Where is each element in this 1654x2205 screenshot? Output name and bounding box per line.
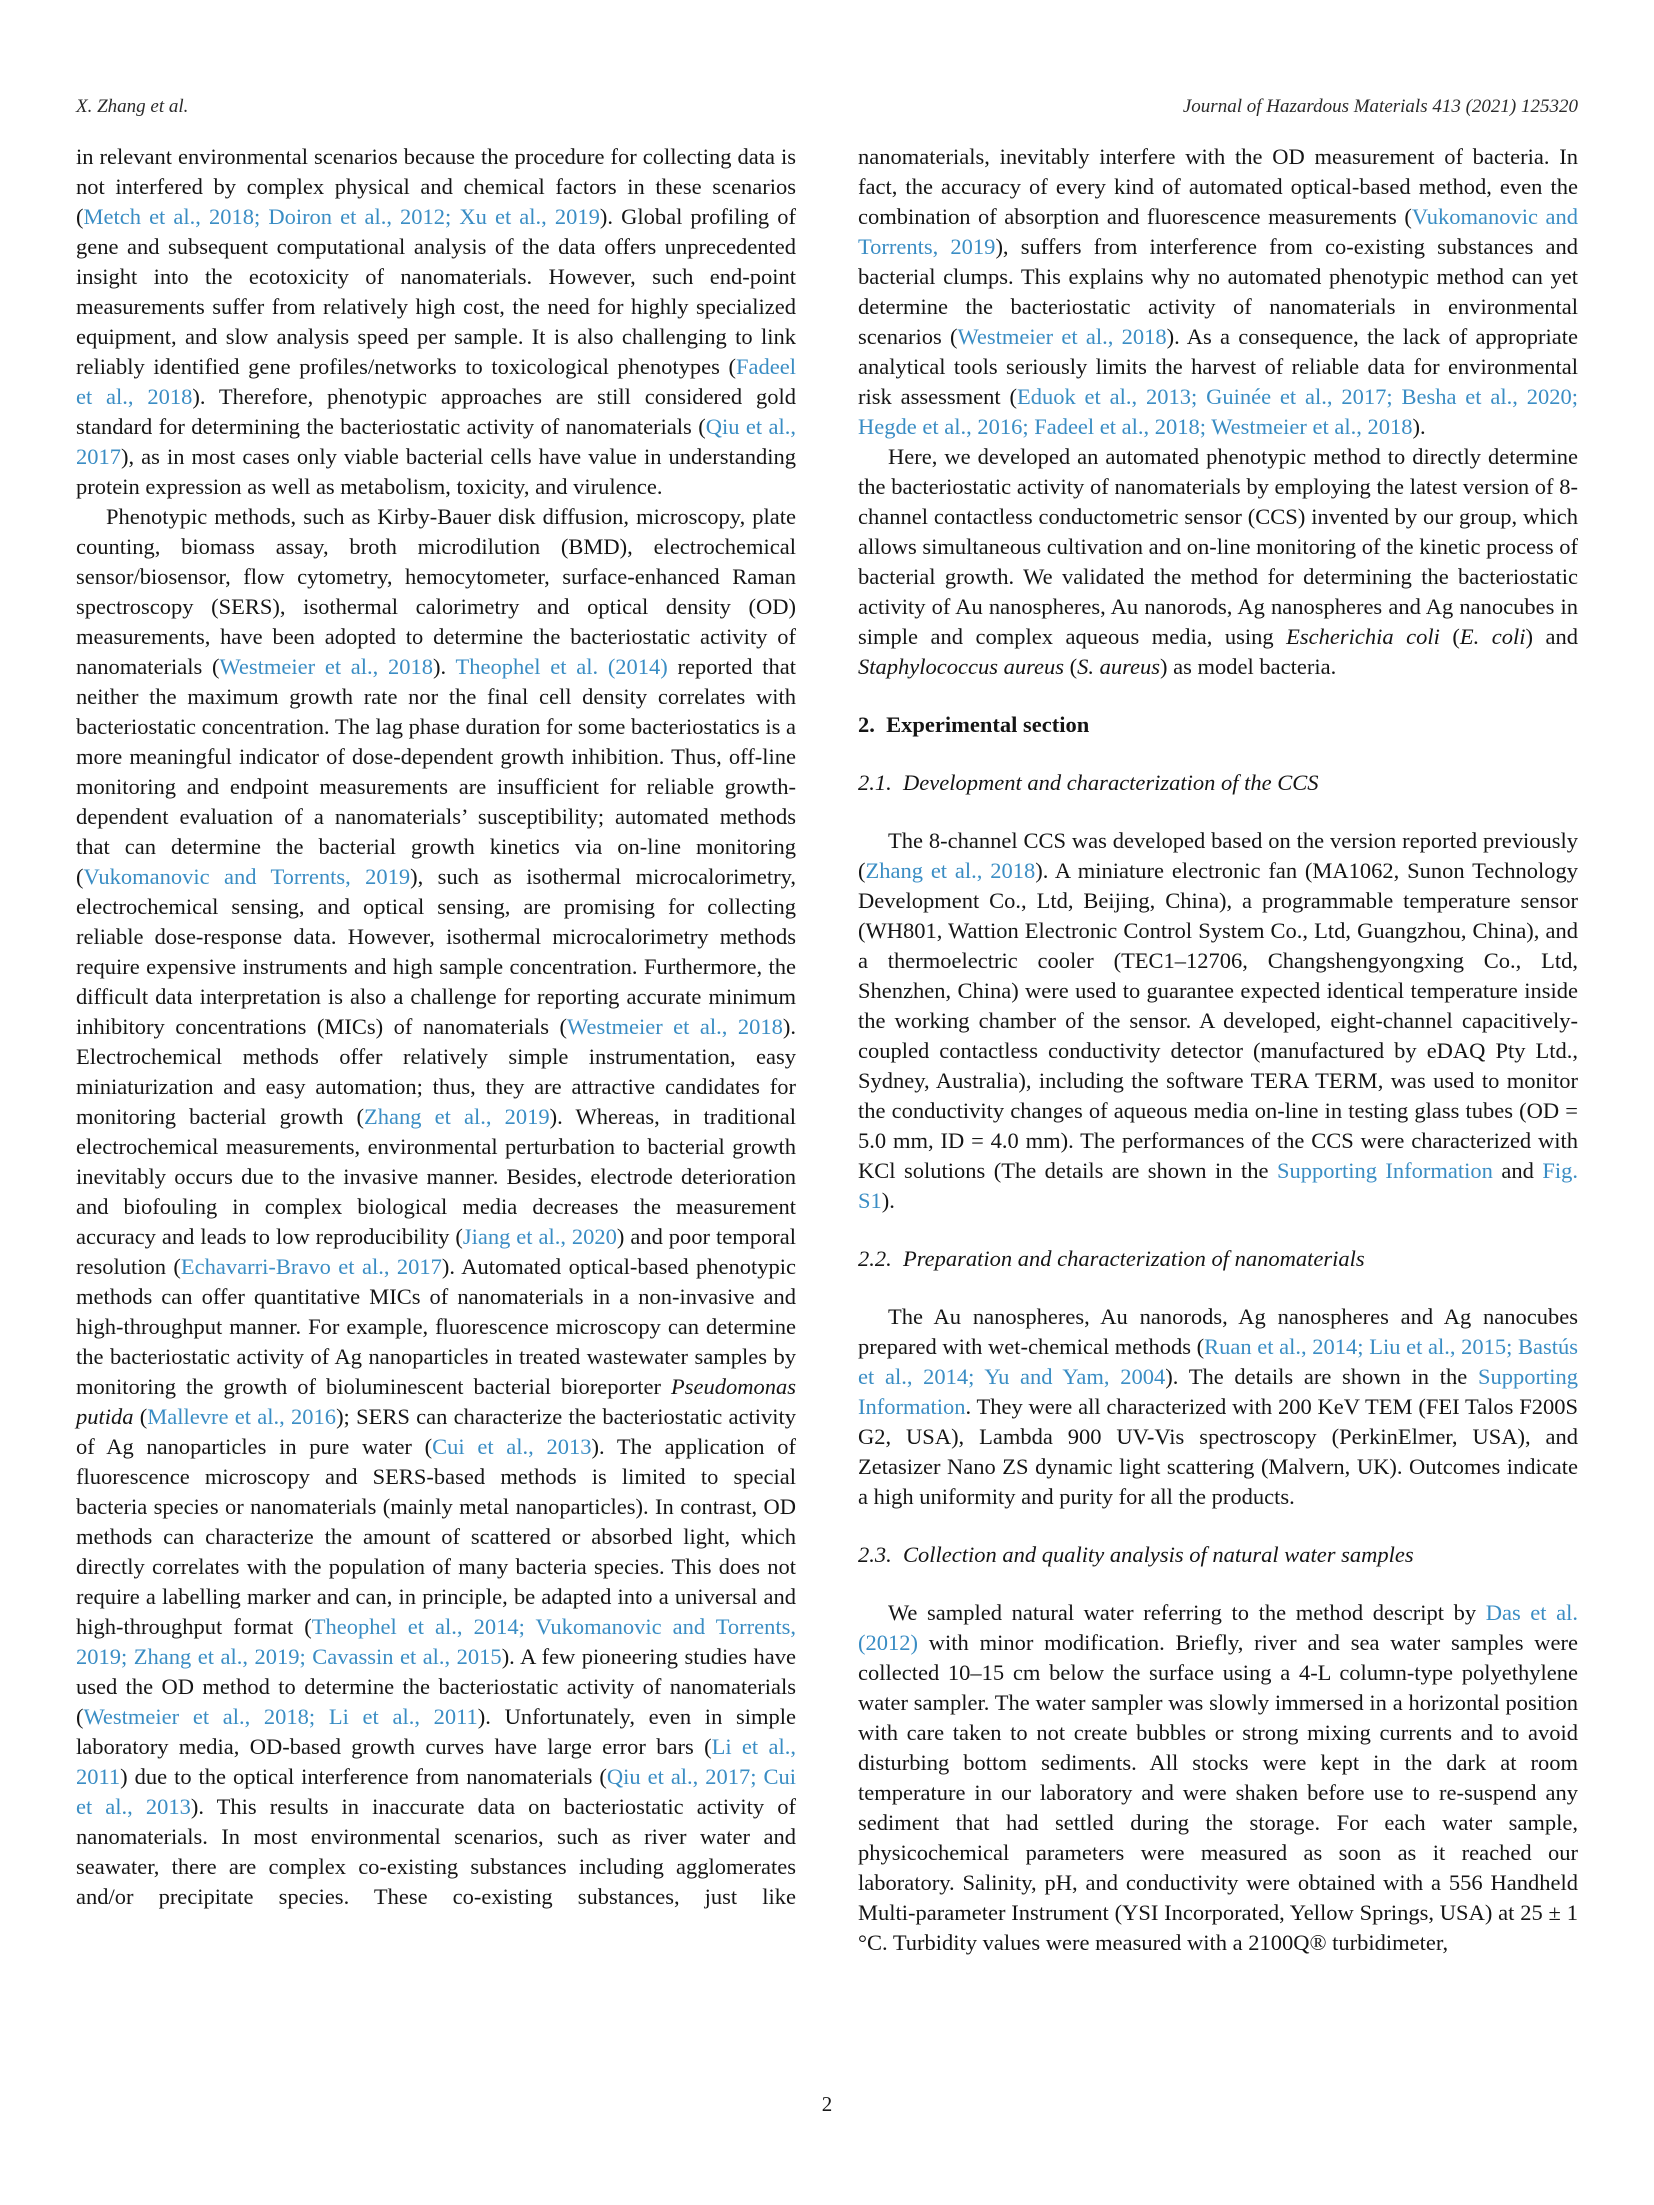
citation-link[interactable]: Zhang et al., 2019 [364, 1104, 550, 1129]
text-run: ), such as isothermal microcalorimetry, electrochemical sensing, and optical sensing, are promising for collecting reliable dose-response data. However, isothermal microcalorimetry methods require expensive instruments and high sample concentration. Furthermore, the difficult data interpretation is also a challenge for reporting accurate minimum inhibitory concentrations (MICs) of nanomaterials ( [76, 864, 796, 1039]
italic-term: E. coli [1459, 624, 1526, 649]
text-run: nanomaterials, inevitably interfere with the OD measurement of bacteria. In fact, the accuracy of every kind of automated optical-based method, even the combination of absorption and fluorescence measurements ( [858, 144, 1578, 229]
text-run: ). Electrochemical methods offer relatively simple instrumentation, easy miniaturization and easy automation; thus, they are attractive candidates for monitoring bacterial growth ( [76, 1014, 796, 1129]
citation-link[interactable]: Eduok et al., 2013; Guinée et al., 2017; Besha et al., 2020; Hegde et al., 2016; Fadeel et al., 2018; Westmeier et al., 2018 [858, 384, 1579, 439]
text-run: ). A few pioneering studies have used the OD method to determine the bacteriostatic activity of nanomaterials ( [76, 1644, 796, 1729]
text-run: We sampled natural water referring to the method descript by [888, 1600, 1486, 1625]
text-run: ). [1412, 414, 1426, 439]
citation-link[interactable]: Theophel et al. (2014) [455, 654, 668, 679]
text-run: ). Global profiling of gene and subsequent computational analysis of the data offers unprecedented insight into the ecotoxicity of nanomaterials. However, such end-point measurements suffer from relatively high cost, the need for highly specialized equipment, and slow analysis speed per sample. It is also challenging to link reliably identified gene profiles/networks to toxicological phenotypes ( [76, 204, 796, 379]
subsection-heading: 2.1. Development and characterization of the CCS [858, 770, 1319, 795]
citation-link[interactable]: Cui et al., 2013 [432, 1434, 592, 1459]
body-paragraph [858, 1598, 1578, 1958]
text-run: ( [1064, 654, 1078, 679]
text-run: ). [881, 1188, 895, 1213]
running-head-authors: X. Zhang et al. [76, 96, 189, 117]
body-paragraph [858, 442, 1578, 682]
text-run: ) and [1525, 624, 1579, 649]
text-run: The 8-channel CCS was developed based on the version reported previously ( [858, 828, 1578, 883]
right-column [858, 142, 1578, 1958]
body-paragraph [858, 1302, 1578, 1512]
text-run: ). The details are shown in the [1165, 1364, 1478, 1389]
citation-link[interactable]: Zhang et al., 2018 [865, 858, 1036, 883]
citation-link[interactable]: Mallevre et al., 2016 [147, 1404, 337, 1429]
text-run: . They were all characterized with 200 KeV TEM (FEI Talos F200S G2, USA), Lambda 900 UV-Vis spectroscopy (PerkinElmer, USA), and Zetasizer Nano ZS dynamic light scattering (Malvern, UK). Outcomes indicate a high uniformity and purity for all the products. [858, 1394, 1578, 1509]
page-number: 2 [821, 2092, 833, 2116]
citation-link[interactable]: Qiu et al., 2017 [76, 414, 796, 469]
running-head [76, 96, 1578, 118]
text-run: in relevant environmental scenarios because the procedure for collecting data is not interfered by complex physical and chemical factors in these scenarios ( [76, 144, 796, 229]
text-run: ( [133, 1404, 148, 1429]
italic-term: Escherichia coli [1286, 624, 1440, 649]
text-run: ). The application of fluorescence microscopy and SERS-based methods is limited to special bacteria species or nanomaterials (mainly metal nanoparticles). In contrast, OD methods can characterize the amount of scattered or absorbed light, which directly correlates with the population of many bacteria species. This does not require a labelling marker and can, in principle, be adapted into a universal and high-throughput format ( [76, 1434, 797, 1639]
citation-link[interactable]: Li et al., 2011 [76, 1734, 796, 1789]
two-column-body [76, 142, 1578, 1958]
text-run: ( [1439, 624, 1460, 649]
text-run: Phenotypic methods, such as Kirby-Bauer disk diffusion, microscopy, plate counting, biomass assay, broth microdilution (BMD), electrochemical sensor/biosensor, flow cytometry, hemocytometer, surface-enhanced Raman spectroscopy (SERS), isothermal calorimetry and optical density (OD) measurements, have been adopted to determine the bacteriostatic activity of nanomaterials ( [76, 504, 796, 679]
text-run: ), suffers from interference from co-existing substances and bacterial clumps. This explains why no automated phenotypic method can yet determine the bacteriostatic activity of nanomaterials in environmental scenarios ( [858, 234, 1578, 349]
body-paragraph [76, 502, 796, 1912]
citation-link[interactable]: Westmeier et al., 2018 [219, 654, 434, 679]
text-run: ). Automated optical-based phenotypic methods can offer quantitative MICs of nanomaterials in a non-invasive and high-throughput manner. For example, fluorescence microscopy can determine the bacteriostatic activity of Ag nanoparticles in treated wastewater samples by monitoring the growth of bioluminescent bacterial bioreporter [76, 1254, 796, 1399]
text-run: ). A miniature electronic fan (MA1062, Sunon Technology Development Co., Ltd, Beijing, China), a programmable temperature sensor (WH801, Wattion Electronic Control System Co., Ltd, Guangzhou, China), and a thermoelectric cooler (TEC1–12706, Changshengyongxing Co., Ltd, Shenzhen, China) were used to guarantee expected identical temperature inside the working chamber of the sensor. A developed, eight-channel capacitively-coupled contactless conductivity detector (manufactured by eDAQ Pty Ltd., Sydney, Australia), including the software TERA TERM, was used to monitor the conductivity changes of aqueous media on-line in testing glass tubes (OD = 5.0 mm, ID = 4.0 mm). The performances of the CCS were characterized with KCl solutions (The details are shown in the [858, 858, 1578, 1183]
text-run: ). Whereas, in traditional electrochemical measurements, environmental perturbation to bacterial growth inevitably occurs due to the invasive manner. Besides, electrode deterioration and biofouling in complex biological media decreases the measurement accuracy and leads to low reproducibility ( [76, 1104, 796, 1249]
text-run: ). As a consequence, the lack of appropriate analytical tools seriously limits the harvest of reliable data for environmental risk assessment ( [858, 324, 1578, 409]
citation-link[interactable]: Metch et al., 2018; Doiron et al., 2012; Xu et al., 2019 [83, 204, 600, 229]
citation-link[interactable]: Vukomanovic and Torrents, 2019 [858, 204, 1578, 259]
text-run: reported that neither the maximum growth rate nor the final cell density correlates with bacteriostatic concentration. The lag phase duration for some bacteriostatics is a more meaningful indicator of dose-dependent growth inhibition. Thus, off-line monitoring and endpoint measurements are insufficient for reliable growth-dependent evaluation of a nanomaterials’ susceptibility; automated methods that can determine the bacterial growth kinetics via on-line monitoring ( [76, 654, 796, 889]
body-paragraph [858, 826, 1578, 1216]
citation-link[interactable]: Ruan et al., 2014; Liu et al., 2015; Bastús et al., 2014; Yu and Yam, 2004 [858, 1334, 1578, 1389]
citation-link[interactable]: Echavarri-Bravo et al., 2017 [180, 1254, 442, 1279]
italic-term: Staphylococcus aureus [858, 654, 1064, 679]
citation-link[interactable]: Supporting Information [1276, 1158, 1493, 1183]
citation-link[interactable]: Qiu et al., 2017; Cui et al., 2013 [76, 1764, 796, 1819]
text-run: ), as in most cases only viable bacterial cells have value in understanding protein expression as well as metabolism, toxicity, and virulence. [76, 444, 796, 499]
citation-link[interactable]: Westmeier et al., 2018 [567, 1014, 783, 1039]
italic-term: Pseudomonas putida [76, 1374, 796, 1429]
section-heading: 2. Experimental section [858, 712, 1090, 737]
citation-link[interactable]: Theophel et al., 2014; Vukomanovic and Torrents, 2019; Zhang et al., 2019; Cavassin et al., 2015 [76, 1614, 796, 1669]
left-column [76, 142, 796, 1958]
text-run: ); SERS can characterize the bacteriostatic activity of Ag nanoparticles in pure water ( [76, 1404, 797, 1459]
body-paragraph [858, 142, 1578, 442]
citation-link[interactable]: Fadeel et al., 2018 [76, 354, 796, 409]
text-run: Here, we developed an automated phenotypic method to directly determine the bacteriostatic activity of nanomaterials by employing the latest version of 8-channel contactless conductometric sensor (CCS) invented by our group, which allows simultaneous cultivation and on-line monitoring of the kinetic process of bacterial growth. We validated the method for determining the bacteriostatic activity of Au nanospheres, Au nanorods, Ag nanospheres and Ag nanocubes in simple and complex aqueous media, using [858, 444, 1578, 649]
citation-link[interactable]: Jiang et al., 2020 [462, 1224, 617, 1249]
citation-link[interactable]: Westmeier et al., 2018 [957, 324, 1167, 349]
body-paragraph [76, 142, 796, 502]
text-run: with minor modification. Briefly, river and sea water samples were collected 10–15 cm below the surface using a 4-L column-type polyethylene water sampler. The water sampler was slowly immersed in a horizontal position with care taken to not create bubbles or strong mixing currents and to avoid disturbing bottom sediments. All stocks were kept in the dark at room temperature in our laboratory and were shaken before use to re-suspend any sediment that had settled during the storage. For each water sample, physicochemical parameters were measured as soon as it reached our laboratory. Salinity, pH, and conductivity were obtained with a 556 Handheld Multi-parameter Instrument (YSI Incorporated, Yellow Springs, USA) at 25 ± 1 °C. Turbidity values were measured with a 2100Q® turbidimeter, [858, 1630, 1578, 1955]
citation-link[interactable]: Vukomanovic and Torrents, 2019 [83, 864, 411, 889]
subsection-heading: 2.3. Collection and quality analysis of natural water samples [858, 1542, 1414, 1567]
citation-link[interactable]: Westmeier et al., 2018; Li et al., 2011 [83, 1704, 478, 1729]
text-run: ). [433, 654, 456, 679]
text-run: ) due to the optical interference from nanomaterials ( [120, 1764, 607, 1789]
subsection-heading: 2.2. Preparation and characterization of nanomaterials [858, 1246, 1365, 1271]
text-run: ). Unfortunately, even in simple laboratory media, OD-based growth curves have large error bars ( [76, 1704, 796, 1759]
running-head-journal: Journal of Hazardous Materials 413 (2021) 125320 [1182, 96, 1578, 117]
citation-link[interactable]: Fig. S1 [858, 1158, 1578, 1213]
citation-link[interactable]: Supporting Information [858, 1364, 1578, 1419]
text-run: ). Therefore, phenotypic approaches are still considered gold standard for determining the bacteriostatic activity of nanomaterials ( [76, 384, 796, 439]
text-run: ) as model bacteria. [1160, 654, 1337, 679]
text-run: and [1492, 1158, 1543, 1183]
text-run: ). This results in inaccurate data on bacteriostatic activity of nanomaterials. In most environmental scenarios, such as river water and seawater, there are complex co-existing substances including agglomerates and/or precipitate species. These co-existing substances, just like [76, 1794, 796, 1909]
italic-term: S. aureus [1077, 654, 1161, 679]
text-run: ) and poor temporal resolution ( [76, 1224, 796, 1279]
citation-link[interactable]: Das et al. (2012) [858, 1600, 1578, 1655]
page-footer [0, 2092, 1654, 2117]
text-run: The Au nanospheres, Au nanorods, Ag nanospheres and Ag nanocubes prepared with wet-chemical methods ( [858, 1304, 1578, 1359]
